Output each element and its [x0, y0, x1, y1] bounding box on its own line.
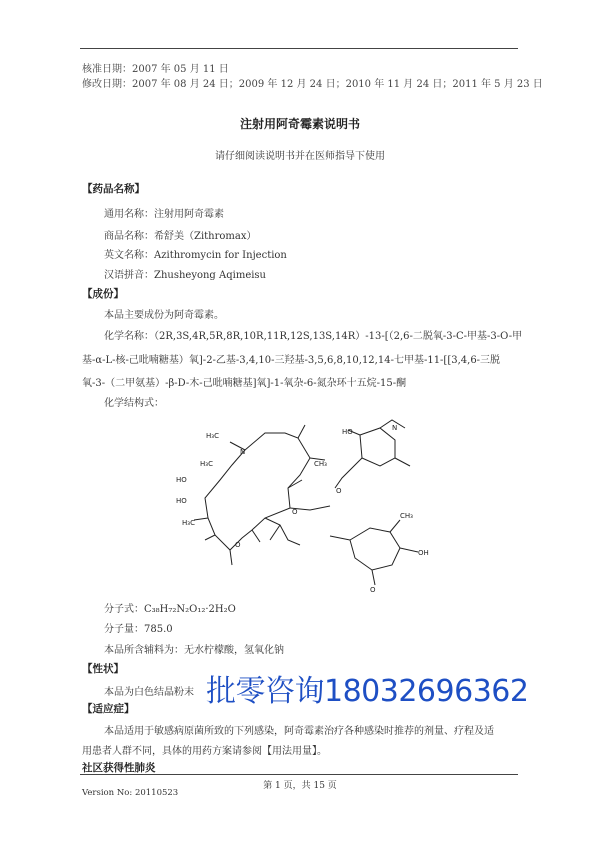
- section-heading-composition: 【成份】: [82, 288, 124, 300]
- section-heading-properties: 【性状】: [82, 663, 124, 675]
- chemical-name-line-1: 化学名称：（2R,3S,4R,5R,8R,10R,11R,12S,13S,14R）-13-[（2,6-二脱氧-3-C-甲基-3-O-甲: [104, 331, 523, 342]
- mol-label-ch3-cladinose: CH₃: [400, 512, 413, 520]
- trade-name: 商品名称：希舒美（Zithromax）: [104, 231, 257, 242]
- formula-value: C₃₈H₇₂N₂O₁₂·2H₂O: [144, 604, 236, 615]
- section-heading-drug-name: 【药品名称】: [82, 183, 145, 195]
- indications-line-1: 本品适用于敏感病原菌所致的下列感染，阿奇霉素治疗各种感染时推荐的剂量、疗程及适: [104, 726, 494, 737]
- structure-label: 化学结构式：: [104, 398, 164, 409]
- document-title: 注射用阿奇霉素说明书: [239, 117, 360, 131]
- english-name: 英文名称：Azithromycin for Injection: [104, 250, 287, 261]
- section-heading-indications: 【适应症】: [82, 703, 135, 715]
- mol-label-oh-cladinose: OH: [418, 549, 429, 557]
- molecular-formula: [104, 600, 236, 615]
- mol-label-ho-2: HO: [176, 497, 187, 505]
- version-number: Version No: 20110523: [82, 788, 179, 798]
- pinyin-name: 汉语拼音：Zhusheyong Aqimeisu: [104, 270, 267, 281]
- mol-label-o-glyco: O: [292, 508, 298, 516]
- mol-label-ch3-ring: CH₃: [314, 460, 327, 468]
- excipients: 本品所含辅料为：无水柠檬酸，氢氧化钠: [104, 645, 284, 656]
- mol-label-n-dimethyl: N: [392, 424, 398, 432]
- chemical-name-line-3: 氧-3-（二甲氨基）-β-D-木-己吡喃糖基]氧]-1-氧杂-6-氮杂环十五烷-15-酮: [82, 378, 407, 389]
- generic-name: 通用名称：注射用阿奇霉素: [104, 209, 224, 220]
- document-subtitle: 请仔细阅读说明书并在医师指导下使用: [215, 151, 385, 162]
- mol-label-o-ether: O: [336, 487, 342, 495]
- molecular-weight: 分子量：785.0: [104, 624, 173, 635]
- footer-section-title: 社区获得性肺炎: [82, 762, 156, 774]
- contact-watermark: 批零咨询18032696362: [206, 674, 529, 709]
- main-ingredient: 本品主要成份为阿奇霉素。: [104, 310, 224, 321]
- approval-date: 核准日期：2007 年 05 月 11 日: [82, 64, 229, 75]
- properties-text: 本品为白色结晶粉末: [104, 687, 194, 698]
- mol-label-n-macrocycle: N: [240, 448, 246, 456]
- footer-rule: [80, 774, 518, 775]
- indications-line-2: 用患者人群不同，具体的用药方案请参阅【用法用量】。: [82, 746, 327, 757]
- mol-label-o-lactone: O: [235, 541, 241, 549]
- chemical-name-line-2: 基-α-L-核-己吡喃糖基）氧]-2-乙基-3,4,10-三羟基-3,5,6,8,10,12,14-七甲基-11-[[3,4,6-三脱: [82, 355, 501, 366]
- mol-label-och3: O: [370, 586, 376, 594]
- formula-label: 分子式：: [104, 604, 144, 615]
- page-number: 第 1 页，共 15 页: [263, 781, 337, 791]
- mol-label-h3c-left: H₃C: [200, 460, 213, 468]
- mol-label-oh-desosamine: HO: [342, 428, 353, 436]
- mol-label-h3c-top: H₃C: [206, 432, 219, 440]
- mol-label-h3c-lower: H₃C: [182, 519, 195, 527]
- top-rule: [80, 48, 518, 49]
- mol-label-ho-1: HO: [176, 476, 187, 484]
- chemical-structure-diagram: [170, 400, 440, 595]
- revision-dates: 修改日期：2007 年 08 月 24 日；2009 年 12 月 24 日；2010 年 11 月 24 日；2011 年 5 月 23 日: [82, 79, 543, 90]
